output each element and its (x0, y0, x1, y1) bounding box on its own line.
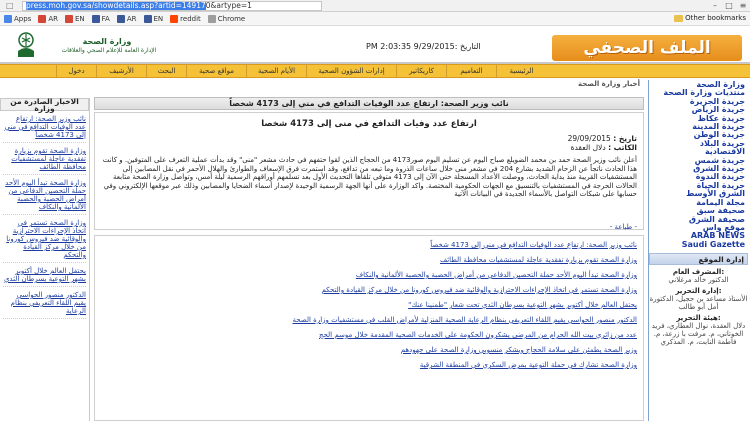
related-item[interactable]: وزارة الصحة تستمر في اتخاذ الإجراءات الاحترازية والوقائية ضد فيروس كورونا من خلال مركز القيادة والتحكم (321, 286, 637, 294)
nav-circulars[interactable]: التعاميم (446, 65, 496, 77)
related-item[interactable]: وزارة الصحة تقوم بزيارة تفقدية عاجلة لمستشفيات محافظة الطائف (439, 256, 637, 264)
author-value: دلال العقدة (570, 143, 606, 152)
bookmark-ar-2[interactable]: AR (117, 15, 137, 23)
address-selected-text: press.moh.gov.sa/showdetails.asp?artid=14917 (26, 0, 206, 10)
article-header: نائب وزير الصحة: ارتفاع عدد الوفيات التدافع في مني إلى 4173 شخصاً (94, 97, 644, 110)
nav-archive[interactable]: الأرشيف (96, 65, 146, 77)
facebook-icon (92, 15, 100, 23)
bookmark-ar-1[interactable]: AR (38, 15, 58, 23)
newspaper-links (649, 80, 748, 249)
nav-home[interactable]: الرئيسية (496, 65, 546, 77)
article-title: ارتفاع عدد وفيات التدافع في منى إلى 4173 شخصا (261, 119, 477, 129)
link-al-sharq[interactable]: جريدة الشرق (693, 164, 745, 174)
related-item[interactable]: عدد من زائري بيت الله الحرام من المرضى يشكرون الحكومة على الخدمات الصحية المقدمة خلال موسم الحج (319, 331, 637, 339)
folder-icon (674, 15, 683, 22)
mail-icon (65, 15, 73, 23)
related-news (94, 235, 644, 421)
related-item[interactable]: وزارة الصحة تشارك في حملة التوعية بمرض السكري في المنطقة الشرقية (419, 361, 637, 369)
main-nav (0, 64, 750, 78)
editorial-role: إدارة التحرير: (675, 287, 722, 296)
bookmark-en-1[interactable]: EN (65, 15, 85, 23)
editorial-names: الأستاذ مساعد بن حجيل، الدكتورة أمل أبو طالب (649, 295, 748, 312)
bookmark-chrome[interactable]: Chrome (208, 15, 245, 23)
ministry-news-list (0, 111, 89, 319)
related-item[interactable]: نائب وزير الصحة: ارتفاع عدد الوفيات التدافع في مني إلى 4173 شخصاً (430, 241, 637, 249)
related-item[interactable]: وزارة الصحة تبدأ اليوم الأحد حملة التحصين الدفاعي من أمراض الحصبة والحصبة الألمانية والنكاف (355, 271, 637, 279)
nav-health-sites[interactable]: مواقع صحية (186, 65, 246, 77)
news-item[interactable]: وزارة الصحة تبدأ اليوم الأحد حملة التحصين الدفاعي من أمراض الحصبة والحصبة الألمانية والنكاف (3, 175, 86, 215)
browser-toolbar (0, 0, 750, 12)
press-file-banner: الملف الصحفي (552, 35, 742, 61)
address-rest-text: 0&artype=1 (205, 0, 252, 10)
article-meta (437, 134, 637, 152)
link-al-eqtisadiah[interactable]: الاقتصادية (704, 147, 745, 157)
link-al-madina[interactable]: جريدة المدينة (692, 122, 745, 132)
bookmark-fa[interactable]: FA (92, 15, 110, 23)
link-sabq[interactable]: صحيفة سبق (696, 206, 745, 216)
related-item[interactable]: وزير الصحة يطمئن على سلامة الحجاج ويشكر منسوبي وزارة الصحة على جهودهم (400, 346, 637, 354)
news-item[interactable]: يحتفل العالم خلال أكتوبر بشهر التوعية بسرطان الثدي (3, 263, 86, 287)
section-strip: أخبار وزارة الصحة (578, 80, 640, 88)
link-al-yamamah[interactable]: مجلة اليمامة (696, 197, 745, 207)
link-moh-forums[interactable]: منتديات وزارة الصحة (663, 88, 745, 98)
nav-search[interactable]: البحث (146, 65, 186, 77)
article-body: أعلن نائب وزير الصحة حمد بن محمد الضويلع صباح اليوم عن تسليم اليوم صور4173 من الحجاج الذين لقوا حتفهم في حادث مشعر "منى" وقد بدأت عملية التعرف على المتوفين. و كانت هذا الحادث ناتجاً عن الزحام الشديد بشارع 204 في مشعر منى خلال ساعات الذروة وما تبعه من تدافع، وقد استمرت فرق الإسعاف والطوارئ والهلال الأحمر في نقل المصابين إلى المستشفيات القريبة منذ بداية الحادث، ووصلت الأعداد المسجلة حتى الآن إلى 4173 متوفى تلقاها التحديث الأول بعد تسلمهم أوراقهم الرسمية ليلة أمس، وتواصل وزارة الصحة متابعة الحالات الحرجة في المستشفيات بالتنسيق مع الجهات الحكومية المختصة. واكد الوزارة على أنها الجهة الرسمية الوحيدة لإصدار أسماء الضحايا والمصابين وذلك عبر موقعها الإلكتروني وفي حسابها على شبكات التواصل بالأسماء الجديدة في البيانات الآتية (102, 156, 637, 198)
supervisor-role: المشرف العام: (672, 268, 725, 277)
other-bookmarks[interactable]: Other bookmarks (674, 14, 746, 22)
news-item[interactable]: وزارة الصحة تقوم بزيارة تفقدية عاجلة لمستشفيات محافظة الطائف (3, 143, 86, 175)
menu-icon[interactable]: ≡ (739, 1, 747, 10)
link-moh[interactable]: وزارة الصحة (696, 80, 745, 89)
facebook-icon (117, 15, 125, 23)
ministry-name: وزارة الصحة (82, 37, 132, 46)
supervisor-info (649, 268, 748, 284)
facebook-icon (144, 15, 152, 23)
reddit-icon (170, 15, 178, 23)
ministry-emblem-icon (14, 31, 38, 59)
link-shams[interactable]: جريدة شمس (694, 155, 745, 165)
current-datetime: التاريخ :9/29/2015 2:03:35 PM (366, 42, 481, 51)
article-box (94, 112, 644, 230)
nav-health-days[interactable]: الأيام الصحية (246, 65, 306, 77)
link-al-nadwa[interactable]: جريدة الندوة (695, 172, 745, 182)
link-arab-news[interactable]: ARAB NEWS (690, 231, 745, 241)
news-item[interactable]: نائب وزير الصحة: ارتفاع عدد الوفيات التدافع في مني إلى 4173 شخصاً (3, 111, 86, 143)
link-okaz[interactable]: جريدة عكاظ (697, 113, 745, 123)
bookmarks-bar (0, 12, 750, 26)
mail-icon (38, 15, 46, 23)
address-bar[interactable] (22, 1, 322, 11)
date-label: تاريخ : (613, 134, 637, 143)
apps-icon (4, 15, 12, 23)
site-management-heading: إدارة الموقع (649, 253, 748, 265)
news-item[interactable]: الدكتور منصور الحواسي يقيم اللقاء التعريفي بنظام الرعاية (3, 287, 86, 319)
site-header (0, 26, 750, 64)
link-sharq-paper[interactable]: صحيفة الشرق (688, 214, 745, 224)
nav-login[interactable]: دخول (56, 65, 96, 77)
main-content (92, 80, 646, 421)
link-al-watan[interactable]: جريدة الوطن (693, 130, 745, 140)
ministry-subtitle: الإدارة العامة للإعلام الصحي والعلاقات (61, 47, 157, 54)
maximize-icon[interactable]: □ (725, 1, 733, 10)
nav-caricature[interactable]: كاريكاتير (396, 65, 446, 77)
related-item[interactable]: الدكتور منصور الحواسي يقيم اللقاء التعريفي بنظام الرعاية الصحية المنزلية لأمراض القلب في مستشفيات وزارة الصحة (292, 316, 637, 324)
right-sidebar (648, 80, 748, 421)
left-sidebar (0, 98, 90, 421)
bookmark-reddit[interactable]: reddit (170, 15, 201, 23)
print-link[interactable]: - طباعة - (609, 223, 637, 231)
board-names: دلال العقدة، نوال العطاري، فريد الخوتاني، م. مرفت با زرعة، م. فاطمة النابت، م. المذكري (651, 322, 746, 347)
editorial-management-info (649, 287, 748, 311)
link-asharq-alawsat[interactable]: الشرق الأوسط (686, 189, 745, 199)
news-item[interactable]: وزارة الصحة تستمر في اتخاذ الإجراءات الاحترازية والوقائية ضد فيروس كورونا من خلال مركز القيادة والتحكم (3, 215, 86, 263)
page-icon: □ (6, 1, 14, 10)
link-saudi-gazette[interactable]: Saudi Gazette (681, 239, 745, 249)
link-spa[interactable]: موقع واس (702, 222, 745, 232)
link-al-riyadh[interactable]: جريدة الرياض (691, 105, 745, 115)
nav-health-affairs[interactable]: إدارات الشؤون الصحية (306, 65, 396, 77)
editorial-board-info (649, 314, 748, 346)
minimize-icon[interactable]: – (713, 1, 717, 10)
link-al-bilad[interactable]: جريدة البلاد (699, 138, 745, 148)
chrome-icon (208, 15, 216, 23)
related-item[interactable]: يحتفل العالم خلال أكتوبر بشهر التوعية بسرطان الثدي تحت شعار "طمنينا عنك" (408, 301, 637, 309)
board-role: هيئة التحرير: (676, 314, 721, 323)
date-value: 29/09/2015 (567, 134, 611, 143)
link-al-hayat[interactable]: جريدة الحياة (696, 180, 745, 190)
link-al-jazirah[interactable]: جريدة الجزيرة (689, 96, 745, 106)
ministry-news-heading: الاخبار الصادرة من وزارة (0, 98, 89, 111)
supervisor-name: الدكتور خالد مرغلاني (668, 276, 729, 285)
bookmark-apps[interactable]: Apps (4, 15, 31, 23)
bookmark-en-2[interactable]: EN (144, 15, 164, 23)
author-label: الكاتب : (608, 143, 637, 152)
